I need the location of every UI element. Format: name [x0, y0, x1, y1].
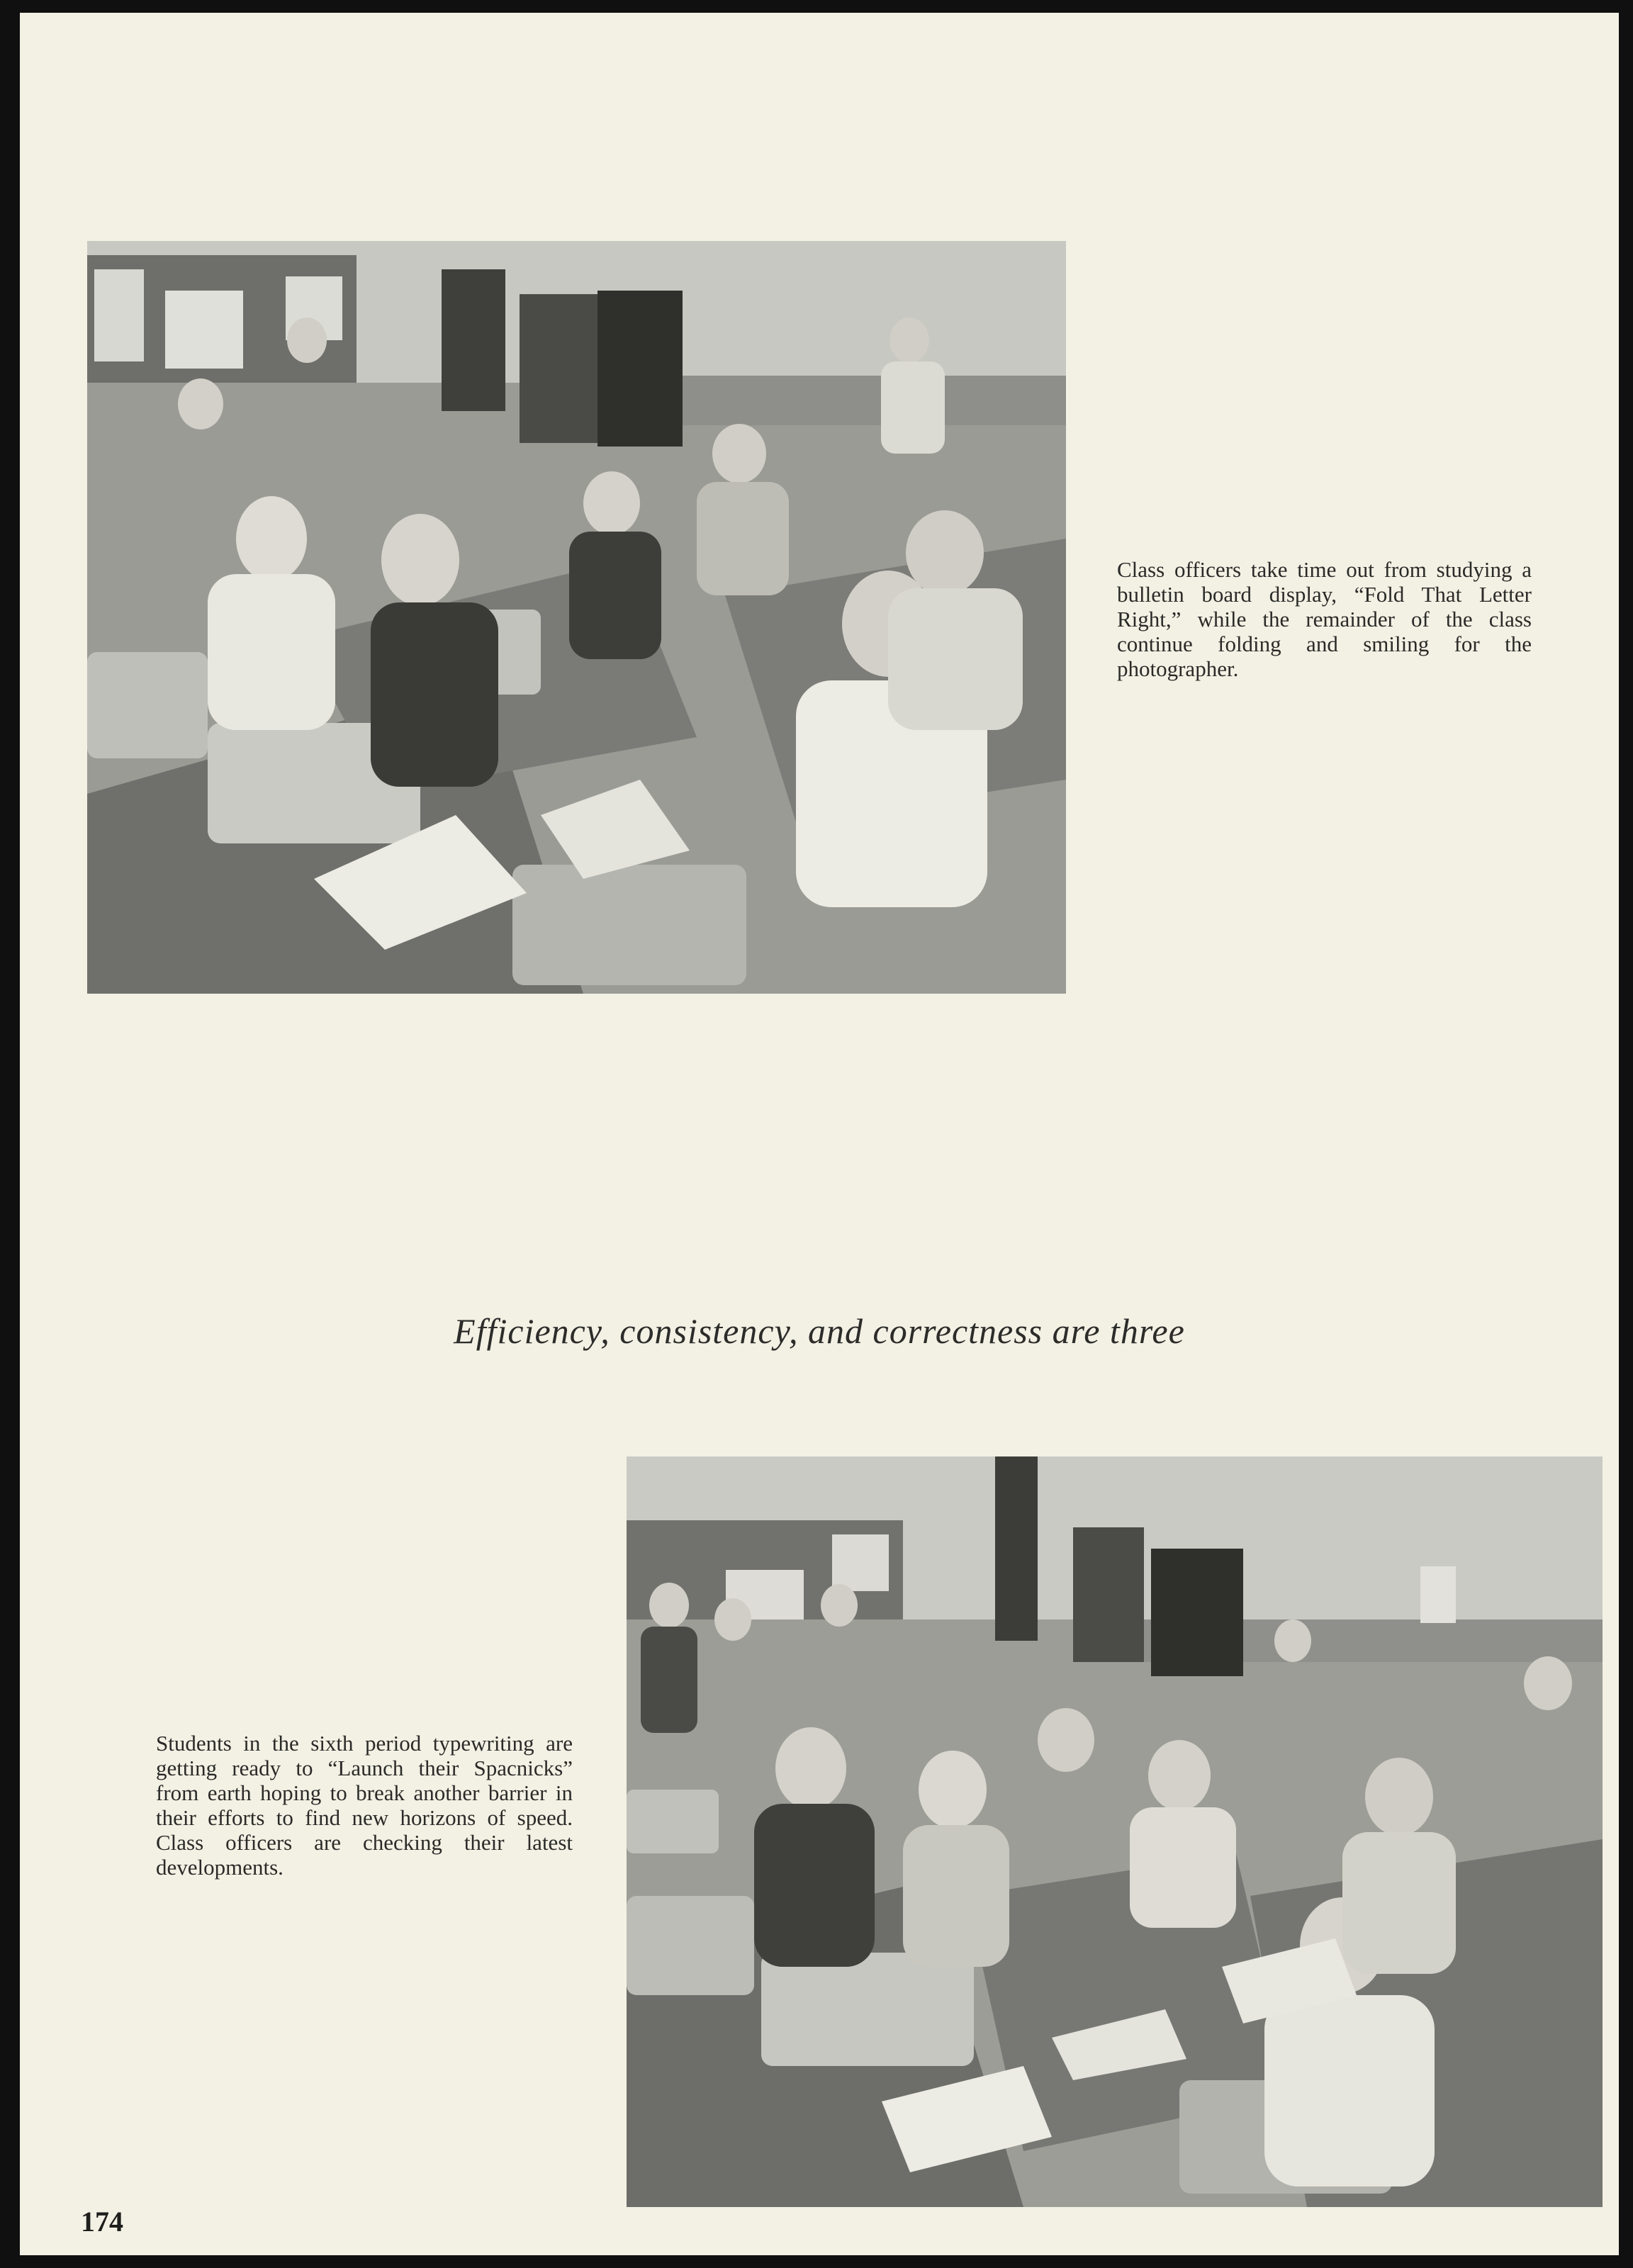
classroom-photo-top: [87, 241, 1066, 994]
classroom-photo-top-image: [87, 241, 1066, 994]
yearbook-page: [20, 13, 1619, 2255]
classroom-photo-bottom: [627, 1456, 1603, 2207]
caption-top-photo: Class officers take time out from studying a bulletin board display, “Fold That Letter Right,” while the remainder of the class continue folding and smiling for the photographer.: [1117, 557, 1532, 681]
page-headline: Efficiency, consistency, and correctness are three: [454, 1311, 1185, 1351]
classroom-photo-bottom-image: [627, 1456, 1603, 2207]
caption-bottom-photo: Students in the sixth period typewriting are getting ready to “Launch their Spacnicks” from earth hoping to break another barrier in their efforts to find new horizons of speed. Class officers are checking their latest developments.: [156, 1731, 573, 1880]
page-number: 174: [81, 2206, 123, 2238]
